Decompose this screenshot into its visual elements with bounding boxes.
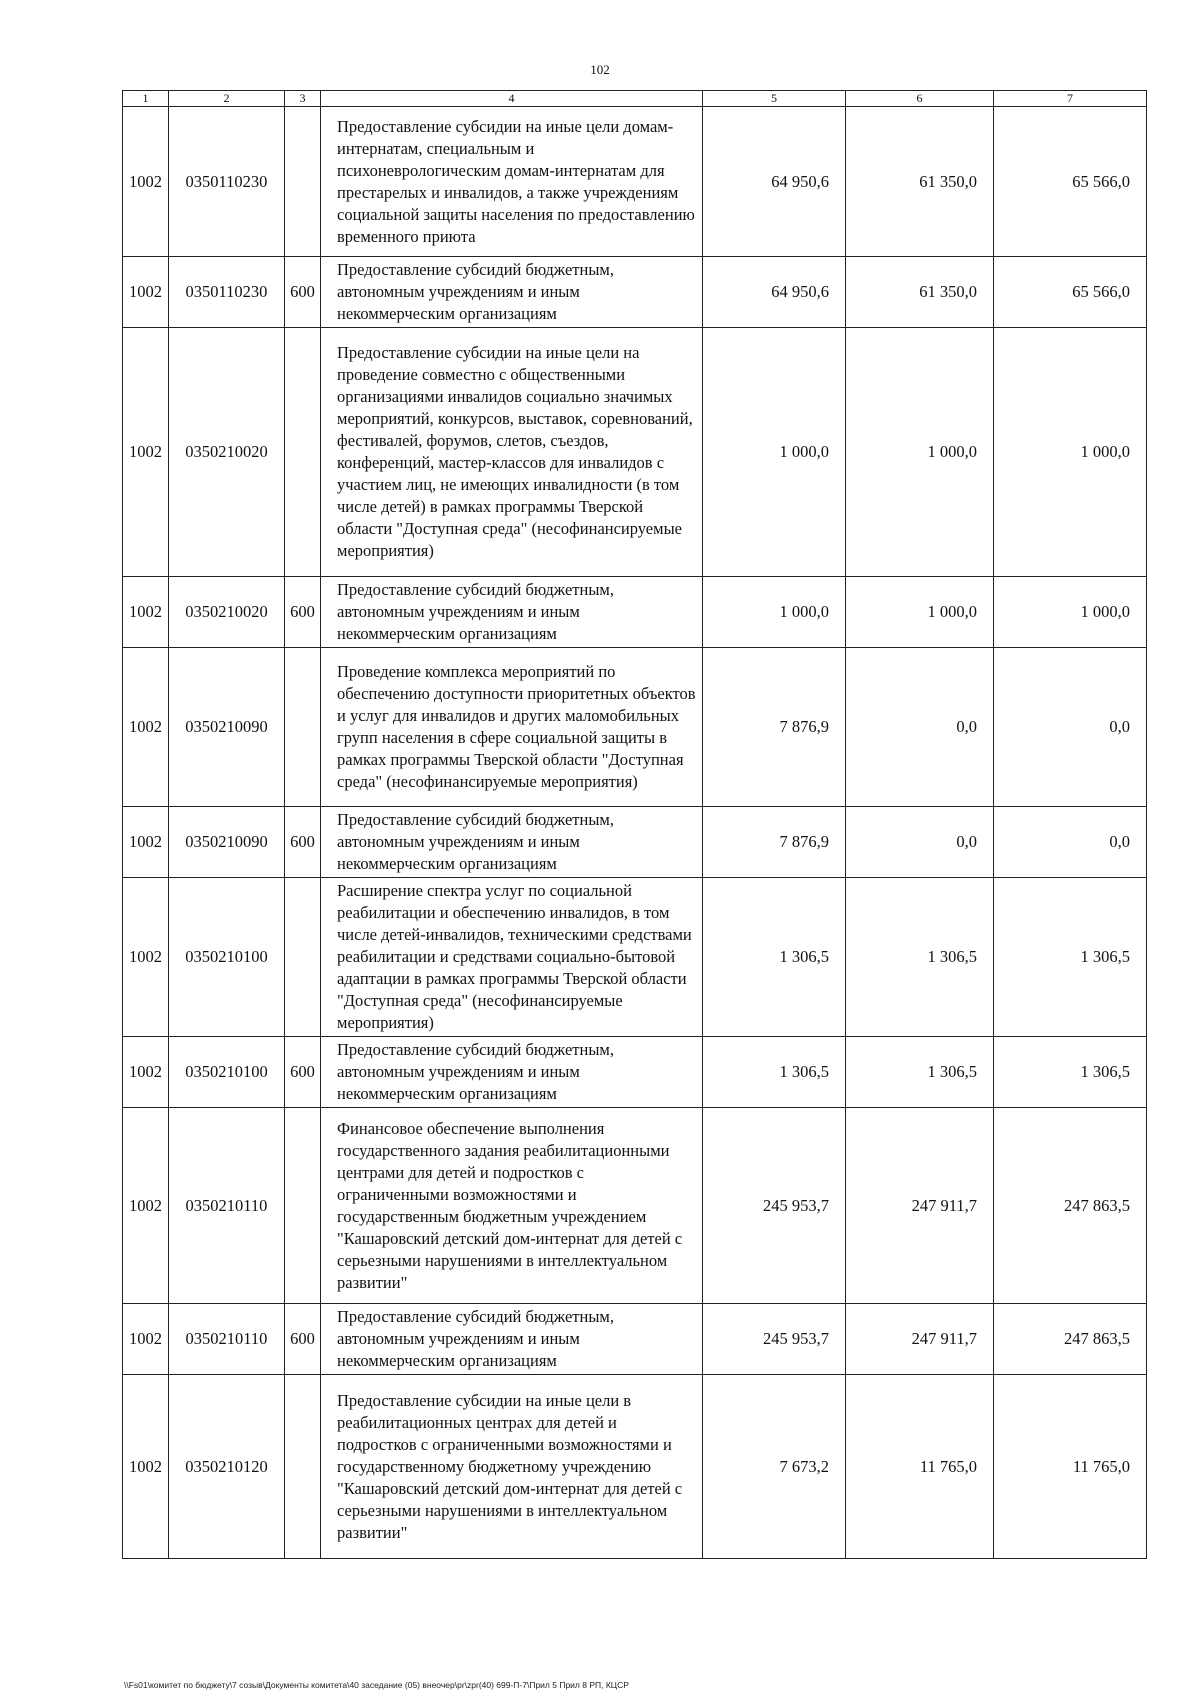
amount-col6-cell: 1 306,5: [846, 878, 994, 1037]
description-cell: Предоставление субсидий бюджетным, автономным учреждениям и иным некоммерческим организациям: [321, 1037, 703, 1108]
amount-col5-cell: 64 950,6: [703, 107, 846, 257]
table-row: [123, 648, 1147, 807]
amount-col5-cell: 245 953,7: [703, 1304, 846, 1375]
amount-col7-cell: 1 000,0: [994, 328, 1147, 577]
amount-col6-cell: 1 306,5: [846, 1037, 994, 1108]
table-row: [123, 1304, 1147, 1375]
code-cell: 0350210020: [169, 328, 285, 577]
amount-col6-cell: 61 350,0: [846, 257, 994, 328]
table-row: [123, 577, 1147, 648]
code-cell: 0350210090: [169, 648, 285, 807]
amount-col6-cell: 247 911,7: [846, 1108, 994, 1304]
code-cell: 0350210100: [169, 1037, 285, 1108]
type-cell: 600: [285, 577, 321, 648]
description-cell: Расширение спектра услуг по социальной реабилитации и обеспечению инвалидов, в том числе детей-инвалидов, техническими средствами реабилитации и средствами социально-бытовой адаптации в рамках программы Тверской области "Доступная среда" (несофинансируемые мероприятия): [321, 878, 703, 1037]
amount-col6-cell: 1 000,0: [846, 328, 994, 577]
code-cell: 0350210100: [169, 878, 285, 1037]
section-cell: 1002: [123, 1037, 169, 1108]
amount-col5-cell: 1 306,5: [703, 1037, 846, 1108]
description-cell: Предоставление субсидии на иные цели на проведение совместно с общественными организациями инвалидов социально значимых мероприятий, конкурсов, выставок, соревнований, фестивалей, форумов, слетов, съездов, конференций, мастер-классов для инвалидов с участием лиц, не имеющих инвалидности (в том числе детей) в рамках программы Тверской области "Доступная среда" (несофинансируемые мероприятия): [321, 328, 703, 577]
section-cell: 1002: [123, 257, 169, 328]
budget-table: [122, 90, 1147, 1559]
description-cell: Предоставление субсидий бюджетным, автономным учреждениям и иным некоммерческим организациям: [321, 1304, 703, 1375]
amount-col7-cell: 65 566,0: [994, 107, 1147, 257]
amount-col6-cell: 0,0: [846, 807, 994, 878]
amount-col7-cell: 247 863,5: [994, 1108, 1147, 1304]
amount-col7-cell: 1 306,5: [994, 1037, 1147, 1108]
section-cell: 1002: [123, 648, 169, 807]
amount-col7-cell: 1 000,0: [994, 577, 1147, 648]
table-row: [123, 328, 1147, 577]
page-number: 102: [590, 62, 610, 77]
amount-col7-cell: 11 765,0: [994, 1375, 1147, 1559]
description-cell: Предоставление субсидии на иные цели домам-интернатам, специальным и психоневрологическим домам-интернатам для престарелых и инвалидов, а также учреждениям социальной защиты населения по предоставлению временного приюта: [321, 107, 703, 257]
table-row: [123, 807, 1147, 878]
description-cell: Предоставление субсидий бюджетным, автономным учреждениям и иным некоммерческим организациям: [321, 807, 703, 878]
amount-col7-cell: 247 863,5: [994, 1304, 1147, 1375]
table-row: [123, 1108, 1147, 1304]
amount-col6-cell: 11 765,0: [846, 1375, 994, 1559]
type-cell: [285, 878, 321, 1037]
table-row: [123, 257, 1147, 328]
amount-col7-cell: 65 566,0: [994, 257, 1147, 328]
code-cell: 0350110230: [169, 257, 285, 328]
code-cell: 0350210120: [169, 1375, 285, 1559]
table-row: [123, 107, 1147, 257]
amount-col6-cell: 247 911,7: [846, 1304, 994, 1375]
header-col-5: 5: [703, 91, 846, 107]
amount-col7-cell: 0,0: [994, 648, 1147, 807]
section-cell: 1002: [123, 878, 169, 1037]
section-cell: 1002: [123, 328, 169, 577]
amount-col5-cell: 1 306,5: [703, 878, 846, 1037]
amount-col5-cell: 7 876,9: [703, 807, 846, 878]
amount-col7-cell: 1 306,5: [994, 878, 1147, 1037]
amount-col7-cell: 0,0: [994, 807, 1147, 878]
section-cell: 1002: [123, 1108, 169, 1304]
type-cell: [285, 1375, 321, 1559]
table-row: [123, 878, 1147, 1037]
amount-col5-cell: 1 000,0: [703, 328, 846, 577]
amount-col6-cell: 0,0: [846, 648, 994, 807]
code-cell: 0350210020: [169, 577, 285, 648]
file-path-footer: \\Fs01\комитет по бюджету\7 созыв\Документы комитета\40 заседание (05) внеочер\pr\zpr(40) 699-П-7\Прил 5 Прил 8 РП, КЦСР: [124, 1680, 629, 1690]
type-cell: [285, 648, 321, 807]
table-row: [123, 1037, 1147, 1108]
amount-col6-cell: 1 000,0: [846, 577, 994, 648]
type-cell: [285, 107, 321, 257]
description-cell: Проведение комплекса мероприятий по обеспечению доступности приоритетных объектов и услуг для инвалидов и других маломобильных групп населения в сфере социальной защиты в рамках программы Тверской области "Доступная среда" (несофинансируемые мероприятия): [321, 648, 703, 807]
type-cell: 600: [285, 807, 321, 878]
type-cell: [285, 1108, 321, 1304]
amount-col5-cell: 7 876,9: [703, 648, 846, 807]
type-cell: 600: [285, 1304, 321, 1375]
header-row: [123, 91, 1147, 107]
amount-col5-cell: 245 953,7: [703, 1108, 846, 1304]
section-cell: 1002: [123, 107, 169, 257]
amount-col5-cell: 1 000,0: [703, 577, 846, 648]
amount-col5-cell: 7 673,2: [703, 1375, 846, 1559]
header-col-3: 3: [285, 91, 321, 107]
description-cell: Предоставление субсидий бюджетным, автономным учреждениям и иным некоммерческим организациям: [321, 257, 703, 328]
description-cell: Предоставление субсидии на иные цели в реабилитационных центрах для детей и подростков с ограниченными возможностями и государственному бюджетному учреждению "Кашаровский детский дом-интернат для детей с серьезными нарушениями в интеллектуальном развитии": [321, 1375, 703, 1559]
header-col-7: 7: [994, 91, 1147, 107]
section-cell: 1002: [123, 1375, 169, 1559]
code-cell: 0350210110: [169, 1108, 285, 1304]
code-cell: 0350210110: [169, 1304, 285, 1375]
section-cell: 1002: [123, 807, 169, 878]
type-cell: 600: [285, 1037, 321, 1108]
section-cell: 1002: [123, 577, 169, 648]
table-row: [123, 1375, 1147, 1559]
header-col-4: 4: [321, 91, 703, 107]
header-col-2: 2: [169, 91, 285, 107]
section-cell: 1002: [123, 1304, 169, 1375]
amount-col6-cell: 61 350,0: [846, 107, 994, 257]
description-cell: Предоставление субсидий бюджетным, автономным учреждениям и иным некоммерческим организациям: [321, 577, 703, 648]
type-cell: [285, 328, 321, 577]
amount-col5-cell: 64 950,6: [703, 257, 846, 328]
header-col-1: 1: [123, 91, 169, 107]
description-cell: Финансовое обеспечение выполнения государственного задания реабилитационными центрами для детей и подростков с ограниченными возможностями и государственным бюджетным учреждением "Кашаровский детский дом-интернат для детей с серьезными нарушениями в интеллектуальном развитии": [321, 1108, 703, 1304]
header-col-6: 6: [846, 91, 994, 107]
code-cell: 0350210090: [169, 807, 285, 878]
type-cell: 600: [285, 257, 321, 328]
code-cell: 0350110230: [169, 107, 285, 257]
